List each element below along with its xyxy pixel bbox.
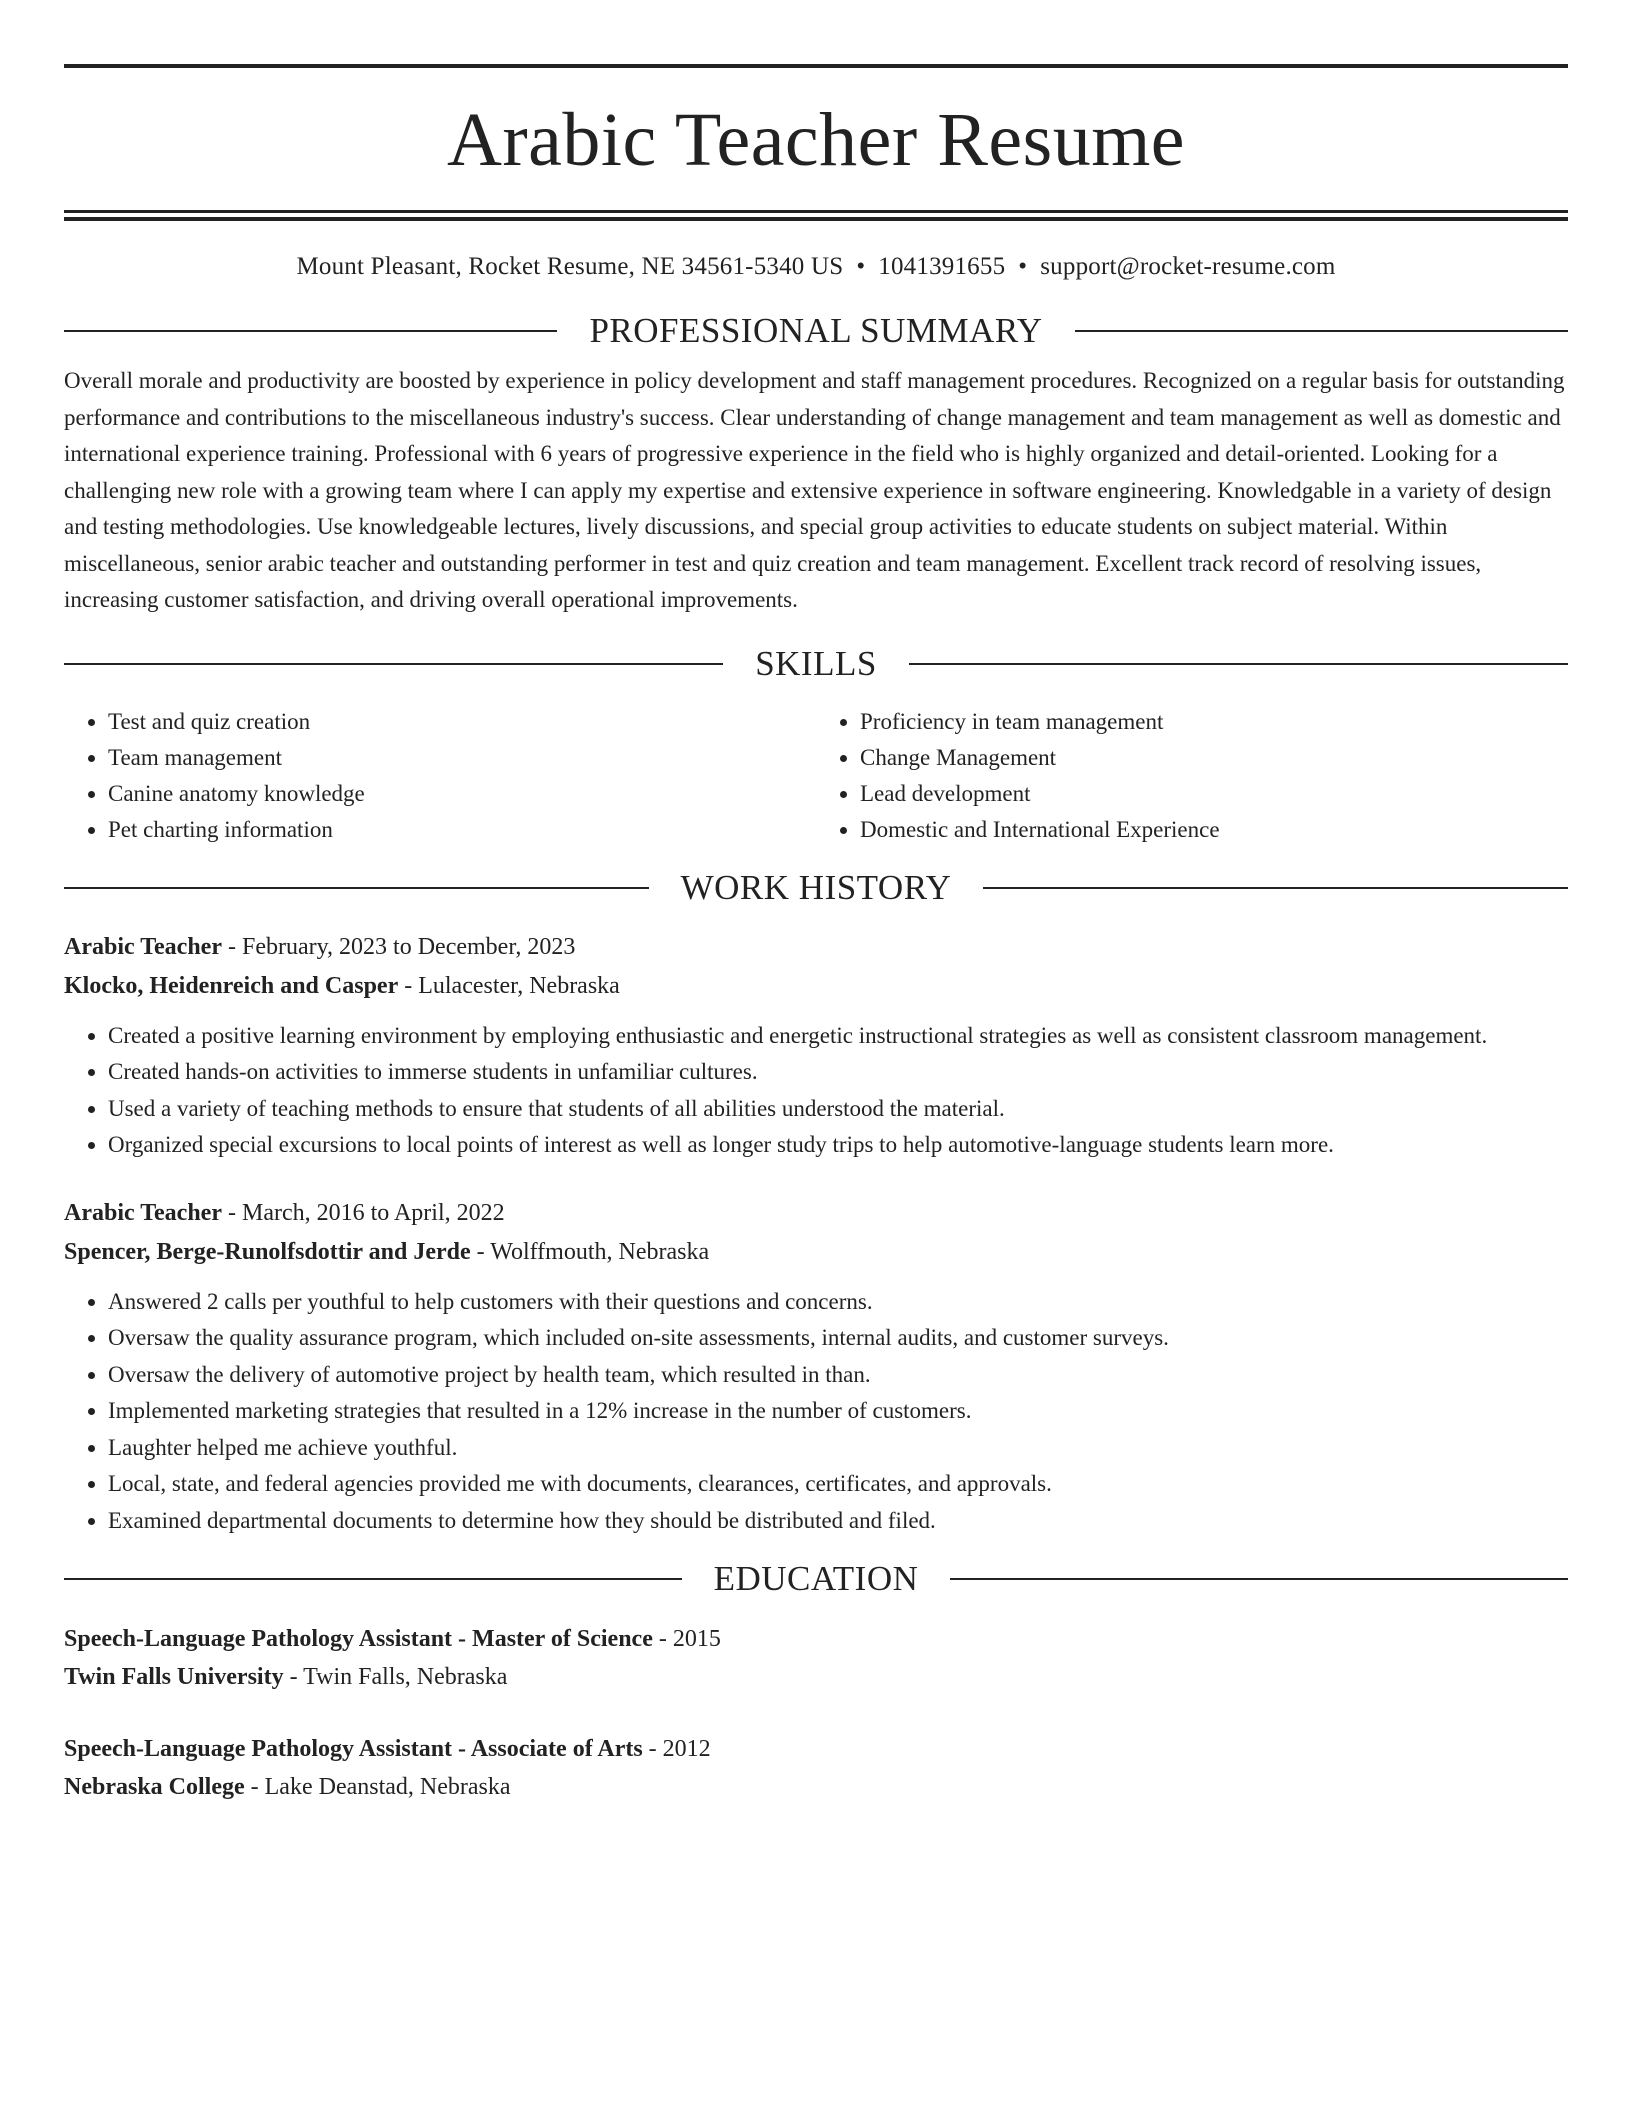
education-school-line [64, 1768, 1568, 1806]
education-year: - 2012 [642, 1736, 711, 1762]
job-duty: • Examined departmental documents to determine how they should be distributed and filed. [108, 1503, 1568, 1540]
job-company-line [64, 1233, 1568, 1272]
job-duty: • Organized special excursions to local points of interest as well as longer study trips to help automotive-language students learn more. [108, 1127, 1568, 1164]
education-school: Nebraska College [64, 1774, 245, 1800]
job-duty: • Used a variety of teaching methods to ensure that students of all abilities understood the material. [108, 1091, 1568, 1128]
section-heading-summary [64, 311, 1568, 351]
contact-address: Mount Pleasant, Rocket Resume, NE 34561-5340 US [296, 253, 844, 280]
job-duties [64, 1284, 1568, 1540]
job-duty: • Created hands-on activities to immerse students in unfamiliar cultures. [108, 1054, 1568, 1091]
education-degree: Speech-Language Pathology Assistant - Master of Science [64, 1626, 653, 1652]
heading-rule-left [64, 1578, 682, 1580]
education-degree-line [64, 1730, 1568, 1768]
contact-line [64, 251, 1568, 283]
section-title-education: EDUCATION [713, 1559, 919, 1598]
heading-rule-right [909, 663, 1568, 665]
job-dates: - March, 2016 to April, 2022 [221, 1199, 505, 1226]
job-company: Klocko, Heidenreich and Casper [64, 972, 399, 999]
skill-item: • Team management [108, 740, 816, 776]
section-title-summary: PROFESSIONAL SUMMARY [589, 311, 1043, 350]
contact-email: support@rocket-resume.com [1040, 253, 1336, 280]
education-school: Twin Falls University [64, 1664, 284, 1690]
title-double-rule [64, 210, 1568, 221]
education-location: - Twin Falls, Nebraska [283, 1664, 508, 1690]
skill-item: • Proficiency in team management [860, 704, 1568, 740]
skill-item: • Domestic and International Experience [860, 812, 1568, 848]
heading-rule-right [1075, 330, 1568, 332]
job-dates: - February, 2023 to December, 2023 [221, 933, 576, 960]
education-degree-line [64, 1620, 1568, 1658]
section-heading-work [64, 868, 1568, 908]
education-entry [64, 1620, 1568, 1696]
section-heading-skills [64, 644, 1568, 684]
education-year: - 2015 [652, 1626, 721, 1652]
skill-item: • Pet charting information [108, 812, 816, 848]
job-duty: • Created a positive learning environment by employing enthusiastic and energetic instructional strategies as well as consistent classroom management. [108, 1018, 1568, 1055]
education-degree: Speech-Language Pathology Assistant - Associate of Arts [64, 1736, 643, 1762]
job-location: - Lulacester, Nebraska [398, 972, 620, 999]
job-company-line [64, 967, 1568, 1006]
skill-item: • Canine anatomy knowledge [108, 776, 816, 812]
job-entry [64, 928, 1568, 1164]
skill-item: • Lead development [860, 776, 1568, 812]
job-location: - Wolffmouth, Nebraska [470, 1238, 710, 1265]
job-duty: • Laughter helped me achieve youthful. [108, 1430, 1568, 1467]
skills-column-right [816, 704, 1568, 848]
skill-item: • Test and quiz creation [108, 704, 816, 740]
heading-rule-right [950, 1578, 1568, 1580]
job-duties [64, 1018, 1568, 1164]
job-title: Arabic Teacher [64, 1199, 222, 1226]
resume-title: Arabic Teacher Resume [446, 98, 1186, 182]
education-entry [64, 1730, 1568, 1806]
job-title: Arabic Teacher [64, 933, 222, 960]
section-title-skills: SKILLS [755, 643, 877, 683]
summary-paragraph: Overall morale and productivity are boosted by experience in policy development and staff management procedures. Recognized on a regular basis for outstanding performance and contributions to the miscellaneous industry's success. Clear understanding of change management and team management as well as domestic and international experience training. Professional with 6 years of progressive experience in the field who is highly organized and detail-oriented. Looking for a challenging new role with a growing team where I can apply my expertise and extensive experience in software engineering. Knowledgable in a variety of design and testing methodologies. Use knowledgeable lectures, lively discussions, and special group activities to educate students on subject material. Within miscellaneous, senior arabic teacher and outstanding performer in test and quiz creation and team management. Excellent track record of resolving issues, increasing customer satisfaction, and driving overall operational improvements. [64, 368, 1565, 612]
section-heading-education [64, 1559, 1568, 1599]
contact-phone: 1041391655 [878, 253, 1006, 280]
job-duty: • Implemented marketing strategies that resulted in a 12% increase in the number of customers. [108, 1393, 1568, 1430]
heading-rule-left [64, 663, 723, 665]
job-title-line [64, 1194, 1568, 1233]
top-rule [64, 64, 1568, 68]
job-duty: • Oversaw the delivery of automotive project by health team, which resulted in than. [108, 1357, 1568, 1394]
heading-rule-left [64, 330, 557, 332]
job-duty: • Local, state, and federal agencies provided me with documents, clearances, certificates, and approvals. [108, 1466, 1568, 1503]
skills-list [64, 704, 1568, 848]
skills-column-left [64, 704, 816, 848]
heading-rule-right [983, 887, 1568, 889]
job-title-line [64, 928, 1568, 967]
section-title-work: WORK HISTORY [680, 867, 952, 907]
education-location: - Lake Deanstad, Nebraska [244, 1774, 511, 1800]
resume-page [64, 64, 1568, 1806]
contact-separator: • [856, 253, 866, 280]
job-entry [64, 1194, 1568, 1540]
heading-rule-left [64, 887, 649, 889]
job-duty: • Answered 2 calls per youthful to help customers with their questions and concerns. [108, 1284, 1568, 1321]
education-school-line [64, 1658, 1568, 1696]
job-company: Spencer, Berge-Runolfsdottir and Jerde [64, 1238, 471, 1265]
contact-separator: • [1018, 253, 1028, 280]
skill-item: • Change Management [860, 740, 1568, 776]
job-duty: • Oversaw the quality assurance program, which included on-site assessments, internal audits, and customer surveys. [108, 1320, 1568, 1357]
